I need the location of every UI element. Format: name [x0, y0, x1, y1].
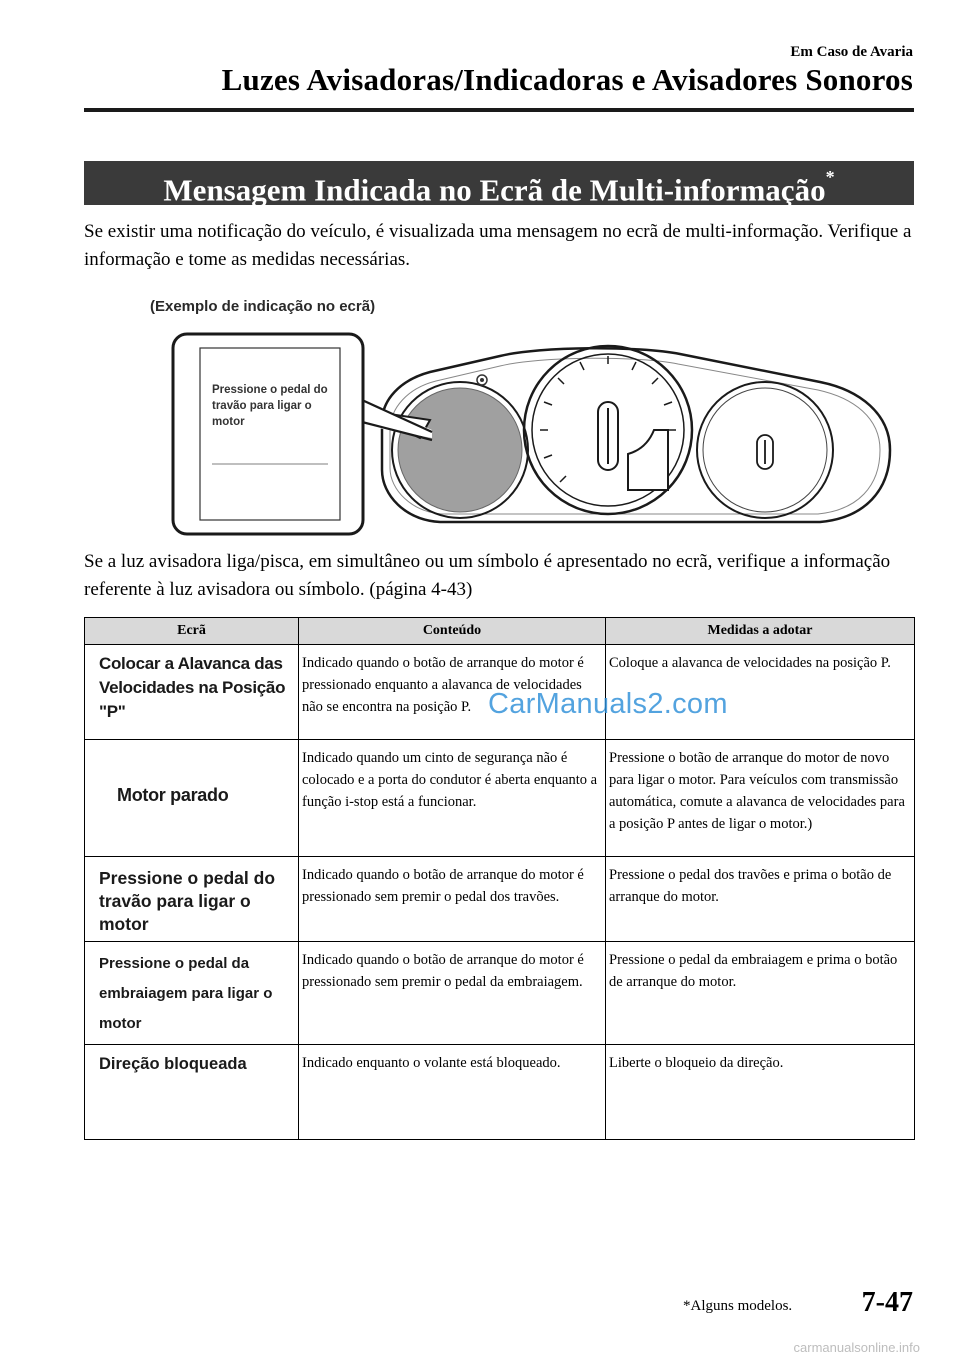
conteudo-cell: Indicado quando o botão de arranque do motor é pressionado sem premir o pedal da embraiagem. — [299, 942, 606, 1045]
table-header-row — [85, 618, 915, 645]
ecra-cell — [85, 942, 299, 1045]
medidas-cell: Pressione o pedal dos travões e prima o botão de arranque do motor. — [606, 857, 915, 942]
medidas-cell: Coloque a alavanca de velocidades na posição P. — [606, 645, 915, 740]
header-rule — [84, 108, 914, 112]
ecra-cell — [85, 1045, 299, 1140]
header-medidas: Medidas a adotar — [606, 618, 915, 645]
banner-asterisk: * — [825, 167, 835, 187]
conteudo-cell: Indicado quando um cinto de segurança não é colocado e a porta do condutor é aberta enquanto a função i-stop está a funcionar. — [299, 740, 606, 857]
ecra-text: Motor parado — [117, 785, 229, 805]
conteudo-cell: Indicado quando o botão de arranque do motor é pressionado sem premir o pedal dos travões. — [299, 857, 606, 942]
ecra-cell — [85, 645, 299, 740]
section-banner — [84, 161, 914, 208]
page-number: 7-47 — [861, 1287, 913, 1318]
table-row — [85, 942, 915, 1045]
conteudo-cell: Indicado quando o botão de arranque do motor é pressionado enquanto a alavanca de velocidades não se encontra na posição P. — [299, 645, 606, 740]
screen-message: Pressione o pedal do travão para ligar o motor — [212, 384, 328, 428]
ecra-cell — [85, 857, 299, 942]
banner-title: Mensagem Indicada no Ecrã de Multi-informação — [163, 172, 826, 208]
ecra-text: Pressione o pedal da embraiagem para ligar o motor — [99, 955, 273, 1032]
intro-paragraph: Se existir uma notificação do veículo, é visualizada uma mensagem no ecrã de multi-informação. Verifique a informação e tome as medidas necessárias. — [84, 221, 912, 270]
footer-site: carmanualsonline.info — [793, 1340, 920, 1355]
ecra-text: Pressione o pedal do travão para ligar o motor — [99, 868, 276, 934]
ecra-text: Direção bloqueada — [99, 1055, 247, 1073]
watermark: CarManuals2.com — [488, 688, 728, 720]
header-conteudo: Conteúdo — [299, 618, 606, 645]
medidas-cell: Pressione o botão de arranque do motor de novo para ligar o motor. Para veículos com transmissão automática, comute a alavanca de velocidades para a posição P antes de ligar o motor.) — [606, 740, 915, 857]
conteudo-cell: Indicado enquanto o volante está bloqueado. — [299, 1045, 606, 1140]
header-ecra: Ecrã — [85, 618, 299, 645]
table-row — [85, 1045, 915, 1140]
ecra-text: Colocar a Alavanca das Velocidades na Posição "P" — [99, 654, 286, 721]
table-row — [85, 857, 915, 942]
note-paragraph: Se a luz avisadora liga/pisca, em simultâneo ou um símbolo é apresentado no ecrã, verifique a informação referente à luz avisadora ou símbolo. (página 4-43) — [84, 551, 891, 600]
chapter-title: Em Caso de Avaria — [790, 44, 913, 60]
footnote: *Alguns modelos. — [683, 1298, 793, 1314]
medidas-cell: Liberte o bloqueio da direção. — [606, 1045, 915, 1140]
section-title: Luzes Avisadoras/Indicadoras e Avisadores Sonoros — [221, 62, 913, 97]
figure-caption: (Exemplo de indicação no ecrã) — [150, 298, 376, 315]
table-row — [85, 740, 915, 857]
ecra-cell — [85, 740, 299, 857]
instrument-cluster-figure — [120, 290, 920, 550]
medidas-cell: Pressione o pedal da embraiagem e prima o botão de arranque do motor. — [606, 942, 915, 1045]
